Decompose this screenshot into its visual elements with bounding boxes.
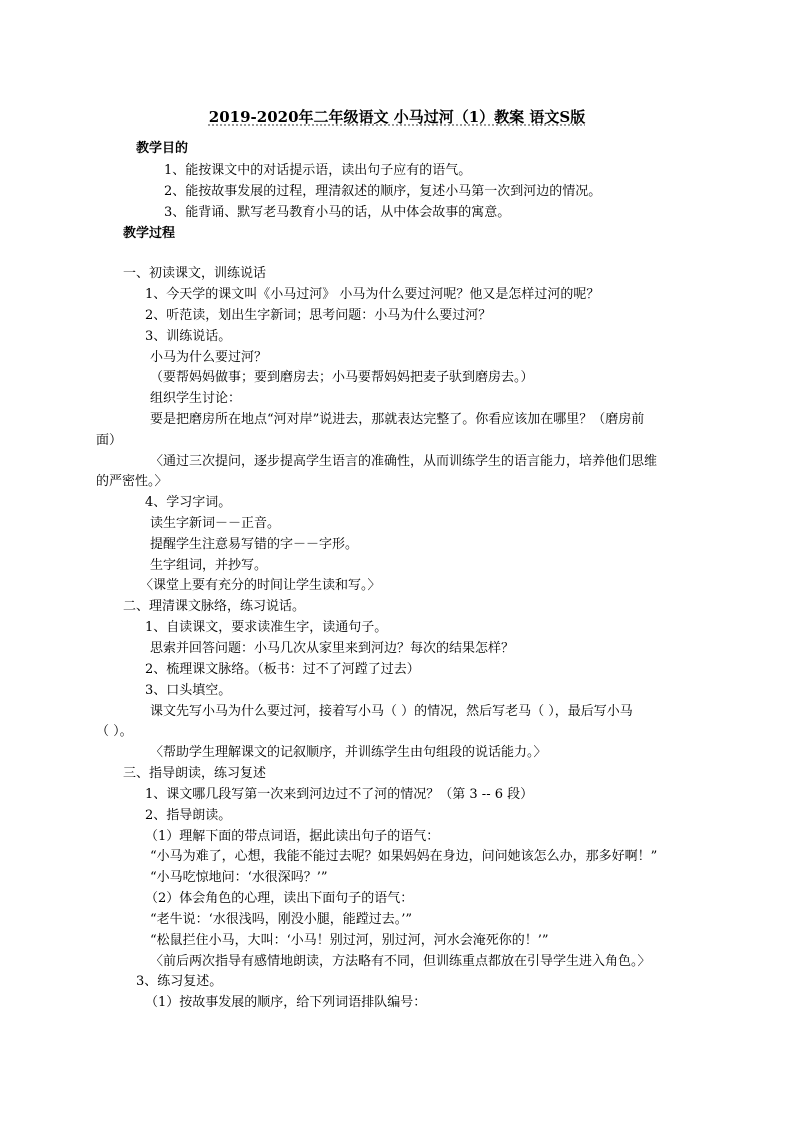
text-line: 2、梳理课文脉络。（板书：过不了河蹚了过去） <box>145 662 420 677</box>
text-line: （1）按故事发展的顺序，给下列词语排队编号： <box>145 995 427 1010</box>
part-heading-3: 三、指导朗读，练习复述 <box>123 766 267 781</box>
text-line: （要帮妈妈做事；要到磨房去；小马要帮妈妈把麦子驮到磨房去。） <box>150 370 534 385</box>
text-line: 1、自读课文，要求读准生字，读通句子。 <box>145 620 388 635</box>
part-heading-1: 一、初读课文，训练说话 <box>123 266 267 281</box>
quote-line: “小马吃惊地问：‘水很深吗？’” <box>150 870 328 885</box>
teaching-note: 的严密性。〉 <box>96 474 168 489</box>
text-line: 1、今天学的课文叫《小马过河》 小马为什么要过河呢？他又是怎样过河的呢？ <box>145 287 600 302</box>
quote-line: “老牛说：‘水很浅吗，刚没小腿，能蹚过去。’” <box>150 912 413 927</box>
teaching-note: 〈通过三次提问，逐步提高学生语言的准确性，从而训练学生的语言能力，培养他们思维 <box>150 454 658 469</box>
text-line: （2）体会角色的心理，读出下面句子的语气： <box>145 891 414 906</box>
teaching-note: 〈课堂上要有充分的时间让学生读和写。〉 <box>140 578 381 593</box>
teaching-note: 〈帮助学生理解课文的记叙顺序，并训练学生由句组段的说话能力。〉 <box>150 745 547 760</box>
text-line: 生字组词，并抄写。 <box>150 558 268 573</box>
text-line: 小马为什么要过河？ <box>150 350 268 365</box>
goal-item-1: 1、能按课文中的对话提示语，读出句子应有的语气。 <box>164 163 472 178</box>
text-line: 2、指导朗读。 <box>145 808 232 823</box>
text-line: 提醒学生注意易写错的字－－字形。 <box>150 537 359 552</box>
text-line: 课文先写小马为什么要过河，接着写小马（ ）的情况，然后写老马（ ），最后写小马 <box>150 704 633 719</box>
text-line: 3、练习复述。 <box>136 974 223 989</box>
goal-item-2: 2、能按故事发展的过程，理清叙述的顺序，复述小马第一次到河边的情况。 <box>164 184 602 199</box>
text-line: 思索并回答问题：小马几次从家里来到河边？每次的结果怎样？ <box>150 641 515 656</box>
text-line: 3、口头填空。 <box>145 683 232 698</box>
section-heading-teaching-goals: 教学目的 <box>136 141 189 156</box>
text-line: 组织学生讨论： <box>150 391 242 406</box>
quote-line: “松鼠拦住小马，大叫：‘小马！别过河，别过河，河水会淹死你的！’” <box>150 933 549 948</box>
text-line: 读生字新词－－正音。 <box>150 516 281 531</box>
text-line: （ ）。 <box>96 724 133 739</box>
text-line: （1）理解下面的带点词语，据此读出句子的语气： <box>145 829 440 844</box>
text-line: 要是把磨房所在地点“河对岸”说进去，那就表达完整了。你看应该加在哪里？（磨房前 <box>150 412 645 427</box>
section-heading-teaching-process: 教学过程 <box>123 226 176 241</box>
goal-item-3: 3、能背诵、默写老马教育小马的话，从中体会故事的寓意。 <box>164 205 511 220</box>
document-title: 2019-2020年二年级语文 小马过河（1）教案 语文S版 <box>208 108 586 126</box>
teaching-note: 〈前后两次指导有感情地朗读，方法略有不同，但训练重点都放在引导学生进入角色。〉 <box>150 954 651 969</box>
text-line: 3、训练说话。 <box>145 329 232 344</box>
text-line: 1、课文哪几段写第一次来到河边过不了河的情况？（第 3 -- 6 段） <box>145 787 534 802</box>
text-line: 4、学习字词。 <box>145 495 232 510</box>
part-heading-2: 二、理清课文脉络，练习说话。 <box>123 599 306 614</box>
text-line: 2、听范读，划出生字新词；思考问题：小马为什么要过河？ <box>145 308 492 323</box>
text-line: 面） <box>96 433 123 448</box>
quote-line: “小马为难了，心想，我能不能过去呢？如果妈妈在身边，问问她该怎么办，那多好啊！” <box>150 849 658 864</box>
